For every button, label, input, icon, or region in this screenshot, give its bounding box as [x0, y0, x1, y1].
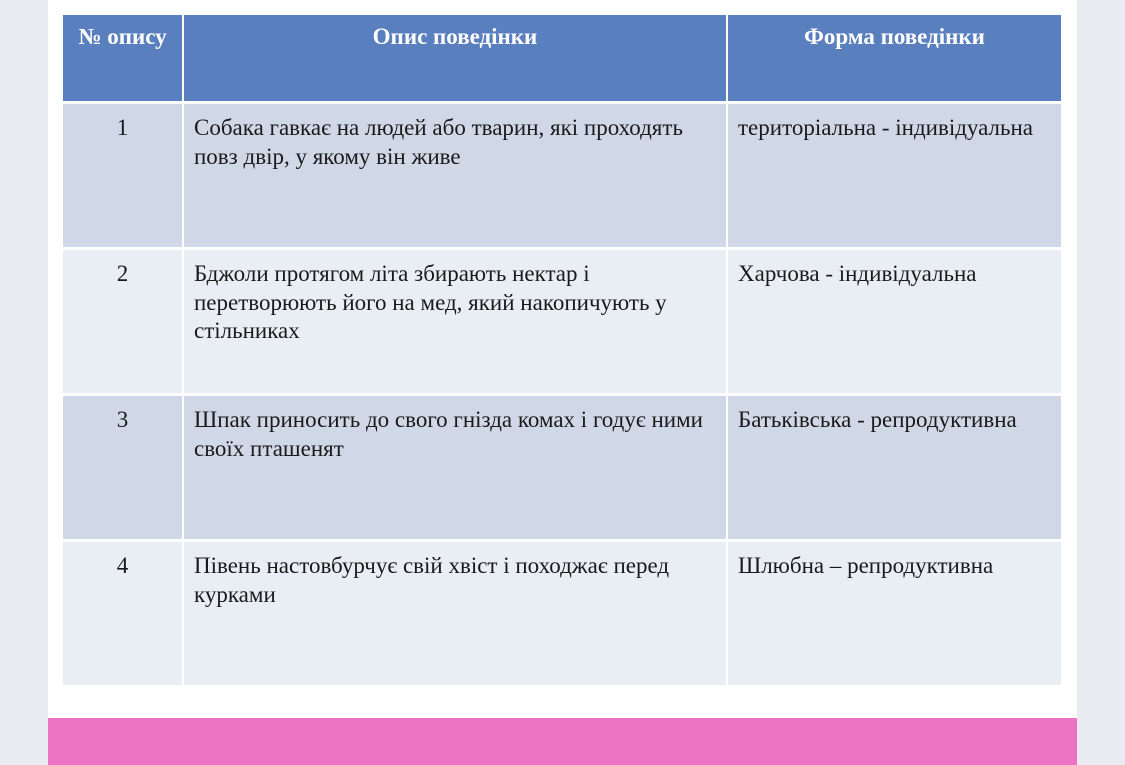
slide — [48, 0, 1077, 718]
row-description: Собака гавкає на людей або тварин, які проходять повз двір, у якому він живе — [184, 104, 728, 250]
row-form: Батьківська - репродуктивна — [728, 396, 1061, 542]
table-row — [63, 396, 1061, 542]
bottom-bar — [48, 718, 1077, 765]
row-description: Шпак приносить до свого гнізда комах і годує ними своїх пташенят — [184, 396, 728, 542]
row-form: Харчова - індивідуальна — [728, 250, 1061, 396]
behavior-table — [63, 15, 1061, 688]
row-number: 1 — [63, 104, 184, 250]
row-number: 3 — [63, 396, 184, 542]
row-form: територіальна - індивідуальна — [728, 104, 1061, 250]
header-description: Опис поведінки — [184, 15, 728, 104]
table-row — [63, 250, 1061, 396]
table-row — [63, 104, 1061, 250]
header-form: Форма поведінки — [728, 15, 1061, 104]
table-row — [63, 542, 1061, 688]
row-number: 4 — [63, 542, 184, 688]
row-form: Шлюбна – репродуктивна — [728, 542, 1061, 688]
table-header-row — [63, 15, 1061, 104]
row-description: Бджоли протягом літа збирають нектар і перетворюють його на мед, який накопичують у стільниках — [184, 250, 728, 396]
row-number: 2 — [63, 250, 184, 396]
row-description: Півень настовбурчує свій хвіст і походжає перед курками — [184, 542, 728, 688]
header-number: № опису — [63, 15, 184, 104]
